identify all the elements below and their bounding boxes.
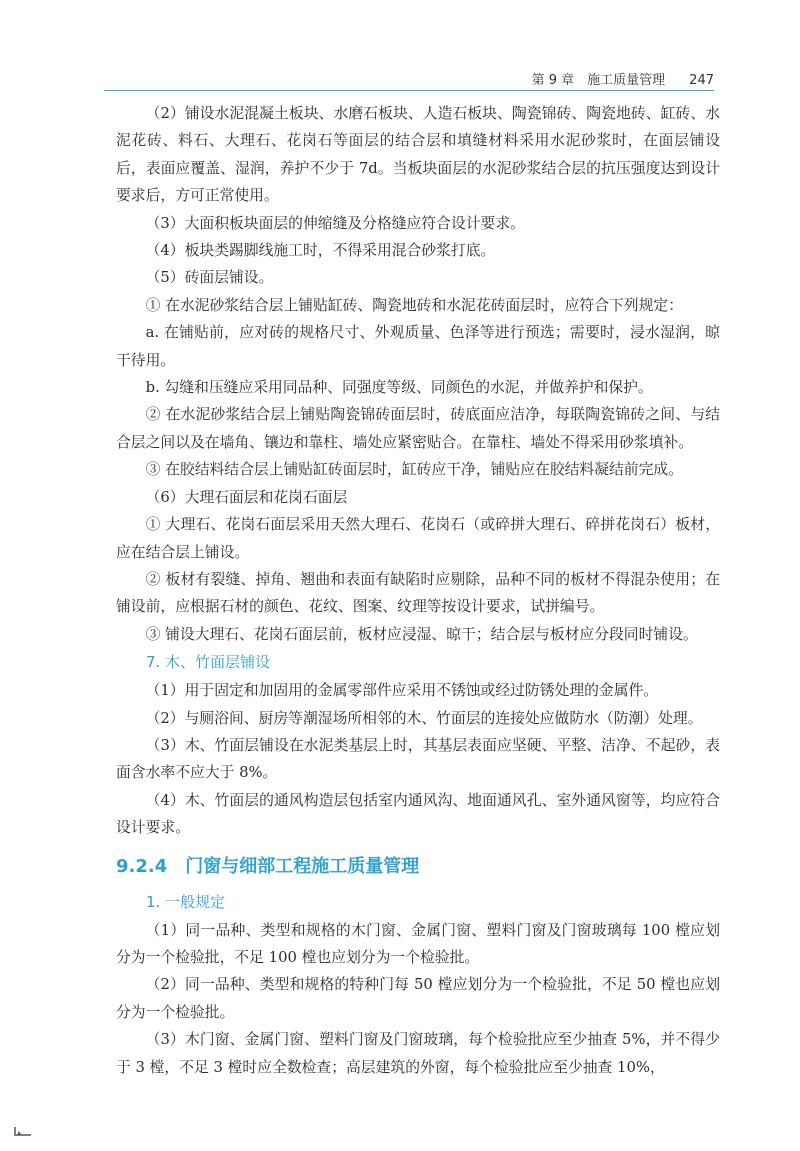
- running-header: [120, 62, 714, 88]
- page-number: 247: [689, 73, 714, 88]
- subheading-general-rules: 1. 一般规定: [146, 892, 226, 911]
- section-number: 9.2.4: [116, 855, 168, 877]
- paragraph: ① 在水泥砂浆结合层上铺贴缸砖、陶瓷地砖和水泥花砖面层时，应符合下列规定：: [145, 296, 683, 314]
- chapter-title: 第 9 章 施工质量管理: [531, 73, 666, 88]
- paragraph: ② 在水泥砂浆结合层上铺贴陶瓷锦砖面层时，砖底面应洁净，每联陶瓷锦砖之间、与结合层之间以及在墙角、镶边和靠柱、墙处应紧密贴合。在靠柱、墙处不得采用砂浆填补。: [116, 406, 720, 451]
- paragraph: ② 板材有裂缝、掉角、翘曲和表面有缺陷时应剔除，品种不同的板材不得混杂使用；在铺设前，应根据石材的颜色、花纹、图案、纹理等按设计要求，试拼编号。: [116, 570, 720, 616]
- paragraph: b. 勾缝和压缝应采用同品种、同强度等级、同颜色的水泥，并做养护和保护。: [145, 379, 653, 397]
- subheading-wood-bamboo: 7. 木、竹面层铺设: [146, 653, 271, 672]
- page-body: [116, 100, 720, 1081]
- paragraph: （4）板块类踢脚线施工时，不得采用混合砂浆打底。: [145, 242, 496, 260]
- paragraph: ③ 在胶结料结合层上铺贴缸砖面层时，缸砖应干净，铺贴应在胶结料凝结前完成。: [145, 461, 683, 479]
- paragraph: （3）大面积板块面层的伸缩缝及分格缝应符合设计要求。: [145, 214, 525, 232]
- paragraph: （5）砖面层铺设。: [145, 269, 274, 287]
- paragraph: （6）大理石面层和花岗石面层: [145, 488, 348, 506]
- paragraph: （3）木、竹面层铺设在水泥类基层上时，其基层表面应坚硬、平整、洁净、不起砂，表面含水率不应大于 8%。: [116, 736, 720, 782]
- paragraph: a. 在铺贴前，应对砖的规格尺寸、外观质量、色泽等进行预选；需要时，浸水湿润，晾干待用。: [116, 324, 720, 369]
- corner-mark-icon: [14, 1126, 32, 1136]
- paragraph: （4）木、竹面层的通风构造层包括室内通风沟、地面通风孔、室外通风窗等，均应符合设计要求。: [116, 791, 720, 837]
- paragraph: （1）用于固定和加固用的金属零部件应采用不锈蚀或经过防锈处理的金属件。: [145, 682, 659, 700]
- header-rule: [104, 90, 714, 91]
- section-heading: [116, 852, 720, 882]
- paragraph: （2）铺设水泥混凝土板块、水磨石板块、人造石板块、陶瓷锦砖、陶瓷地砖、缸砖、水泥花砖、料石、大理石、花岗石等面层的结合层和填缝材料采用水泥砂浆时，在面层铺设后，表面应覆盖、湿润，养护不少于 7d。当板块面层的水泥砂浆结合层的抗压强度达到设计要求后，方可正常使用。: [116, 105, 720, 205]
- paragraph: ① 大理石、花岗石面层采用天然大理石、花岗石（或碎拼大理石、碎拼花岗石）板材，应在结合层上铺设。: [116, 516, 720, 561]
- paragraph: （1）同一品种、类型和规格的木门窗、金属门窗、塑料门窗及门窗玻璃每 100 樘应划分为一个检验批，不足 100 樘也应划分为一个检验批。: [116, 921, 720, 966]
- paragraph: ③ 铺设大理石、花岗石面层前，板材应浸湿、晾干；结合层与板材应分段同时铺设。: [145, 625, 698, 643]
- section-title: 门窗与细部工程施工质量管理: [185, 855, 420, 877]
- paragraph: （2）与厕浴间、厨房等潮湿场所相邻的木、竹面层的连接处应做防水（防潮）处理。: [145, 709, 703, 727]
- paragraph: （3）木门窗、金属门窗、塑料门窗及门窗玻璃，每个检验批应至少抽查 5%，并不得少于 3 樘，不足 3 樘时应全数检查；高层建筑的外窗，每个检验批应至少抽查 10%，: [116, 1031, 720, 1076]
- paragraph: （2）同一品种、类型和规格的特种门每 50 樘应划分为一个检验批，不足 50 樘也应划分为一个检验批。: [116, 976, 720, 1021]
